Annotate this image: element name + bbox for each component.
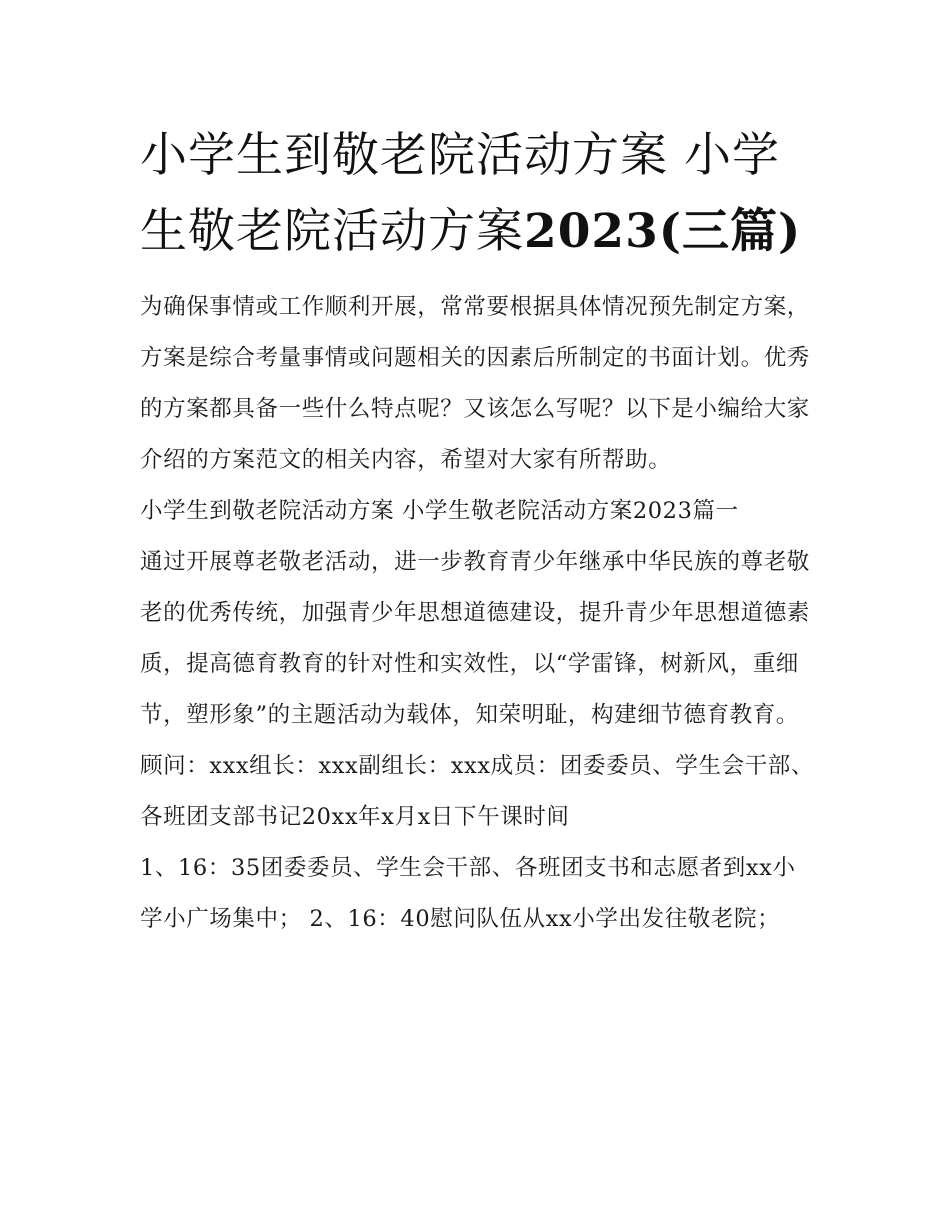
purpose-paragraph: 通过开展尊老敬老活动，进一步教育青少年继承中华民族的尊老敬老的优秀传统，加强青少年思想道德建设，提升青少年思想道德素质，提高德育教育的针对性和实效性，以“学雷锋，树新风，重细节，塑形象”的主题活动为载体，知荣明耻，构建细节德育教育。 [140, 549, 810, 728]
document-title [140, 118, 816, 270]
section-heading: 小学生到敬老院活动方案 小学生敬老院活动方案2023篇一 [140, 498, 739, 524]
title-text: 小学生到敬老院活动方案 小学生敬老院活动方案 [140, 128, 780, 259]
schedule-paragraph: 1、16：35团委委员、学生会干部、各班团支书和志愿者到xx小学小广场集中； 2、16：40慰问队伍从xx小学出发往敬老院； [140, 855, 796, 932]
intro-paragraph: 为确保事情或工作顺利开展，常常要根据具体情况预先制定方案，方案是综合考量事情或问题相关的因素后所制定的书面计划。优秀的方案都具备一些什么特点呢？又该怎么写呢？以下是小编给大家介绍的方案范文的相关内容，希望对大家有所帮助。 [140, 294, 810, 473]
organization-paragraph: 顾问：xxx组长：xxx副组长：xxx成员：团委委员、学生会干部、各班团支部书记20xx年x月x日下午课时间 [140, 753, 815, 830]
document-content [140, 118, 816, 945]
title-year-text: 2023(三篇) [524, 204, 802, 259]
